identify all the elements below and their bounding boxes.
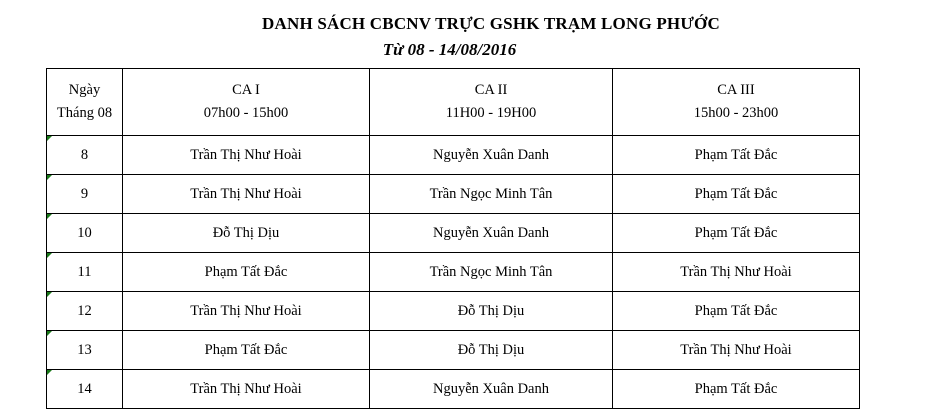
shift-2-cell[interactable]: Trần Ngọc Minh Tân	[370, 175, 613, 214]
day-cell[interactable]: 11	[47, 253, 123, 292]
shift-2-cell[interactable]: Đỗ Thị Dịu	[370, 331, 613, 370]
shift-2-cell[interactable]: Trần Ngọc Minh Tân	[370, 253, 613, 292]
header-shift-1	[123, 69, 370, 136]
shift-2-cell[interactable]: Đỗ Thị Dịu	[370, 292, 613, 331]
shift-2-cell[interactable]: Nguyễn Xuân Danh	[370, 136, 613, 175]
table-row	[47, 214, 860, 253]
table-row	[47, 253, 860, 292]
shift-1-cell[interactable]: Trần Thị Như Hoài	[123, 292, 370, 331]
shift-2-cell[interactable]: Nguyễn Xuân Danh	[370, 214, 613, 253]
shift-3-cell[interactable]: Phạm Tất Đắc	[613, 175, 860, 214]
day-cell[interactable]: 8	[47, 136, 123, 175]
day-cell[interactable]: 9	[47, 175, 123, 214]
table-row	[47, 370, 860, 409]
shift-2-cell[interactable]: Nguyễn Xuân Danh	[370, 370, 613, 409]
shift-2-time: 11H00 - 19H00	[445, 105, 537, 121]
duty-roster-table	[46, 68, 860, 409]
shift-3-cell[interactable]: Trần Thị Như Hoài	[613, 331, 860, 370]
shift-1-cell[interactable]: Trần Thị Như Hoài	[123, 370, 370, 409]
header-day	[47, 69, 123, 136]
shift-3-cell[interactable]: Trần Thị Như Hoài	[613, 253, 860, 292]
shift-3-name: CA III	[717, 82, 755, 98]
table-row	[47, 331, 860, 370]
shift-3-cell[interactable]: Phạm Tất Đắc	[613, 292, 860, 331]
shift-2-name: CA II	[474, 82, 508, 98]
shift-3-time: 15h00 - 23h00	[693, 105, 779, 121]
shift-1-cell[interactable]: Trần Thị Như Hoài	[123, 175, 370, 214]
shift-3-cell[interactable]: Phạm Tất Đắc	[613, 214, 860, 253]
header-row	[47, 69, 860, 136]
shift-1-time: 07h00 - 15h00	[203, 105, 289, 121]
shift-1-cell[interactable]: Đỗ Thị Dịu	[123, 214, 370, 253]
shift-1-cell[interactable]: Phạm Tất Đắc	[123, 331, 370, 370]
table-row	[47, 136, 860, 175]
shift-1-name: CA I	[232, 82, 260, 98]
document-title: DANH SÁCH CBCNV TRỰC GSHK TRẠM LONG PHƯỚC	[262, 14, 720, 33]
header-shift-2	[370, 69, 613, 136]
header-month-label: Tháng 08	[56, 105, 113, 121]
day-cell[interactable]: 13	[47, 331, 123, 370]
date-range-subtitle: Từ 08 - 14/08/2016	[382, 40, 517, 59]
day-cell[interactable]: 14	[47, 370, 123, 409]
table-row	[47, 292, 860, 331]
header-day-label: Ngày	[68, 82, 101, 98]
day-cell[interactable]: 10	[47, 214, 123, 253]
table-row	[47, 175, 860, 214]
shift-1-cell[interactable]: Trần Thị Như Hoài	[123, 136, 370, 175]
shift-3-cell[interactable]: Phạm Tất Đắc	[613, 136, 860, 175]
shift-3-cell[interactable]: Phạm Tất Đắc	[613, 370, 860, 409]
shift-1-cell[interactable]: Phạm Tất Đắc	[123, 253, 370, 292]
day-cell[interactable]: 12	[47, 292, 123, 331]
header-shift-3	[613, 69, 860, 136]
